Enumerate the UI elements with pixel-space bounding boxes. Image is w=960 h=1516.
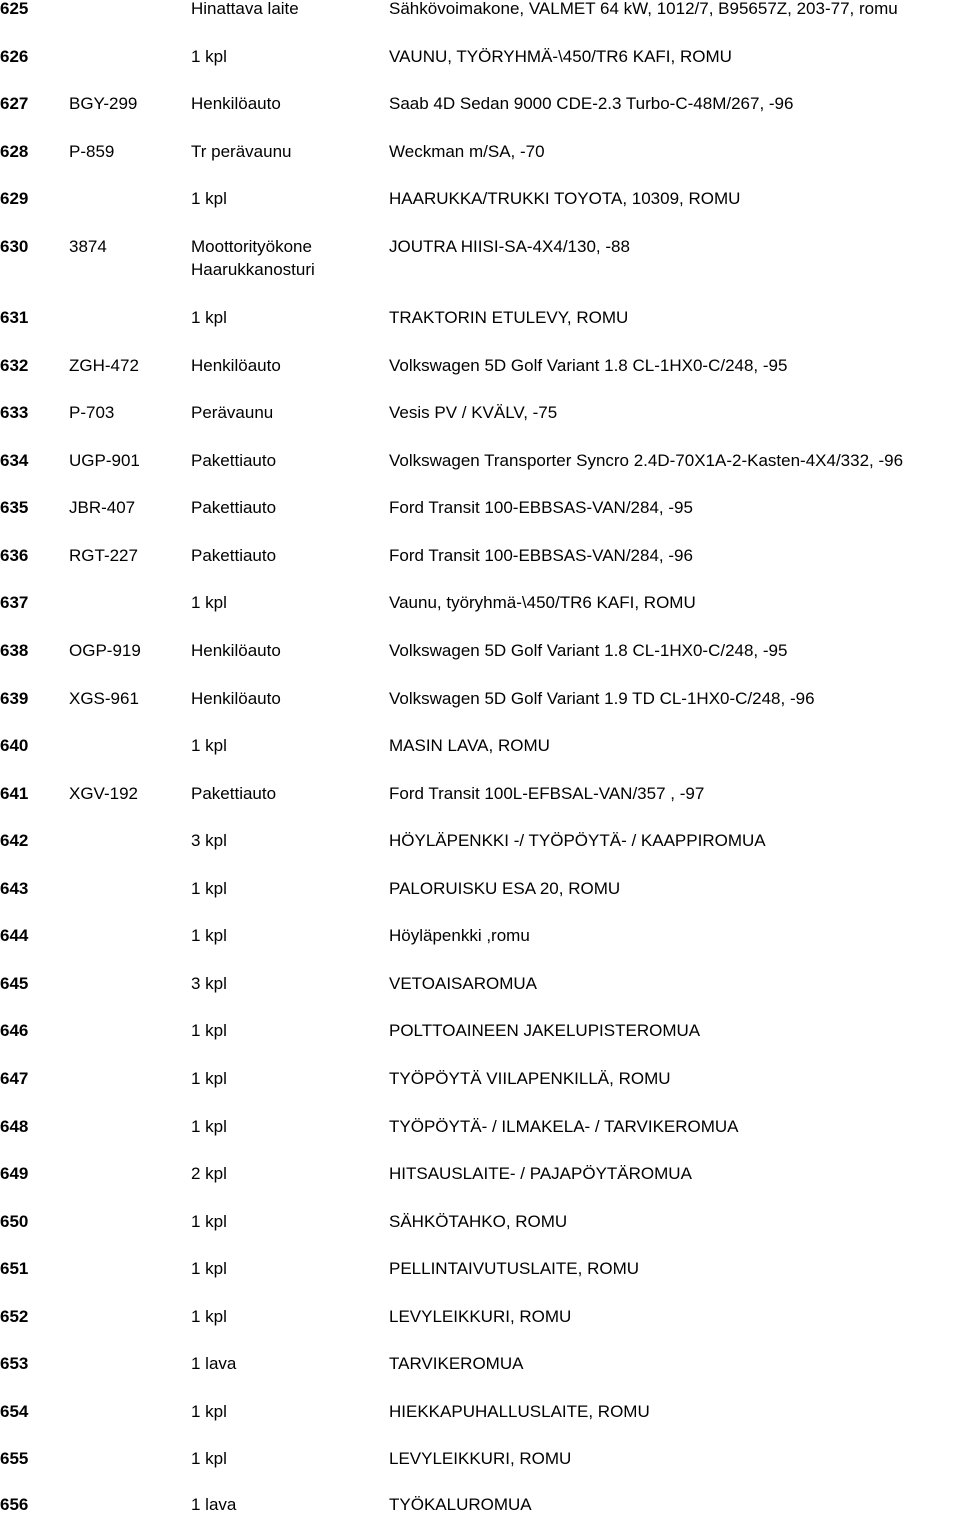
item-number: 633 [0,403,29,422]
item-description: Ford Transit 100-EBBSAS-VAN/284, -95 [389,498,693,517]
item-description: Vaunu, työryhmä-\450/TR6 KAFI, ROMU [389,593,696,612]
registration: OGP-919 [69,641,141,660]
item-number: 629 [0,189,29,208]
registration: RGT-227 [69,546,138,565]
item-type: 1 kpl [191,1212,227,1231]
item-number: 632 [0,356,29,375]
item-type [191,235,315,281]
item-number: 643 [0,879,29,898]
item-description: HIEKKAPUHALLUSLAITE, ROMU [389,1402,650,1421]
item-type: Tr perävaunu [191,142,292,161]
item-type: 1 kpl [191,308,227,327]
item-number: 626 [0,47,29,66]
item-description: TYÖPÖYTÄ VIILAPENKILLÄ, ROMU [389,1069,671,1088]
item-description: PALORUISKU ESA 20, ROMU [389,879,621,898]
item-description: MASIN LAVA, ROMU [389,736,550,755]
item-type: 1 lava [191,1495,237,1514]
item-description: HITSAUSLAITE- / PAJAPÖYTÄROMUA [389,1164,692,1183]
item-type: 1 kpl [191,1402,227,1421]
item-description: PELLINTAIVUTUSLAITE, ROMU [389,1259,640,1278]
item-description: LEVYLEIKKURI, ROMU [389,1449,572,1468]
item-description: JOUTRA HIISI-SA-4X4/130, -88 [389,237,630,256]
item-description: Sähkövoimakone, VALMET 64 kW, 1012/7, B95657Z, 203-77, romu [389,0,898,18]
item-number: 652 [0,1307,29,1326]
item-number: 637 [0,593,29,612]
item-number: 640 [0,736,29,755]
item-type: 1 kpl [191,1449,227,1468]
item-description: Volkswagen Transporter Syncro 2.4D-70X1A-2-Kasten-4X4/332, -96 [389,451,904,470]
item-type: Hinattava laite [191,0,299,18]
item-type: 1 kpl [191,47,227,66]
item-description: TARVIKEROMUA [389,1354,524,1373]
item-description: SÄHKÖTAHKO, ROMU [389,1212,568,1231]
item-number: 651 [0,1259,29,1278]
item-description: Saab 4D Sedan 9000 CDE-2.3 Turbo-C-48M/267, -96 [389,94,794,113]
item-type: 1 kpl [191,1117,227,1136]
item-type: 1 lava [191,1354,237,1373]
item-number: 636 [0,546,29,565]
item-type: 3 kpl [191,974,227,993]
item-description: TRAKTORIN ETULEVY, ROMU [389,308,629,327]
item-number: 654 [0,1402,29,1421]
item-type: Pakettiauto [191,498,277,517]
item-number: 650 [0,1212,29,1231]
item-type: 1 kpl [191,189,227,208]
registration: JBR-407 [69,498,136,517]
registration: P-703 [69,403,115,422]
item-number: 647 [0,1069,29,1088]
item-description: Volkswagen 5D Golf Variant 1.8 CL-1HX0-C/248, -95 [389,641,788,660]
item-number: 638 [0,641,29,660]
registration: ZGH-472 [69,356,139,375]
item-number: 635 [0,498,29,517]
item-description: Ford Transit 100-EBBSAS-VAN/284, -96 [389,546,693,565]
registration: XGV-192 [69,784,138,803]
item-number: 656 [0,1495,29,1514]
item-description: VETOAISAROMUA [389,974,537,993]
item-type: Henkilöauto [191,94,281,113]
item-number: 648 [0,1117,29,1136]
item-type: 1 kpl [191,1259,227,1278]
item-description: HÖYLÄPENKKI -/ TYÖPÖYTÄ- / KAAPPIROMUA [389,831,766,850]
item-number: 645 [0,974,29,993]
item-description: VAUNU, TYÖRYHMÄ-\450/TR6 KAFI, ROMU [389,47,732,66]
item-number: 628 [0,142,29,161]
item-description: HAARUKKA/TRUKKI TOYOTA, 10309, ROMU [389,189,741,208]
item-description: TYÖKALUROMUA [389,1495,532,1514]
item-type: 1 kpl [191,1021,227,1040]
registration: UGP-901 [69,451,140,470]
item-number: 625 [0,0,29,18]
item-description: Höyläpenkki ,romu [389,926,530,945]
item-description: TYÖPÖYTÄ- / ILMAKELA- / TARVIKEROMUA [389,1117,739,1136]
item-type: Pakettiauto [191,784,277,803]
item-type: 1 kpl [191,736,227,755]
item-type: 3 kpl [191,831,227,850]
item-number: 644 [0,926,29,945]
item-type: 1 kpl [191,879,227,898]
item-number: 653 [0,1354,29,1373]
item-type: Henkilöauto [191,689,281,708]
item-type: Pakettiauto [191,451,277,470]
item-number: 630 [0,237,29,256]
item-type: 1 kpl [191,926,227,945]
item-description: Volkswagen 5D Golf Variant 1.9 TD CL-1HX0-C/248, -96 [389,689,815,708]
item-description: Weckman m/SA, -70 [389,142,545,161]
item-type-line-2: Haarukkanosturi [191,260,315,279]
registration: P-859 [69,142,115,161]
item-description: Ford Transit 100L-EFBSAL-VAN/357 , -97 [389,784,705,803]
item-description: POLTTOAINEEN JAKELUPISTEROMUA [389,1021,701,1040]
registration: XGS-961 [69,689,139,708]
item-type: 2 kpl [191,1164,227,1183]
registration: 3874 [69,237,107,256]
item-type: Perävaunu [191,403,274,422]
item-type: Henkilöauto [191,356,281,375]
item-number: 646 [0,1021,29,1040]
item-type: Pakettiauto [191,546,277,565]
item-number: 641 [0,784,29,803]
item-type: 1 kpl [191,593,227,612]
item-number: 655 [0,1449,29,1468]
item-type: Henkilöauto [191,641,281,660]
item-description: LEVYLEIKKURI, ROMU [389,1307,572,1326]
item-number: 642 [0,831,29,850]
item-description: Volkswagen 5D Golf Variant 1.8 CL-1HX0-C/248, -95 [389,356,788,375]
item-number: 631 [0,308,29,327]
item-number: 639 [0,689,29,708]
registration: BGY-299 [69,94,138,113]
item-description: Vesis PV / KVÄLV, -75 [389,403,558,422]
item-type-line-1: Moottorityökone [191,237,312,256]
item-number: 649 [0,1164,29,1183]
item-number: 627 [0,94,29,113]
item-type: 1 kpl [191,1069,227,1088]
item-type: 1 kpl [191,1307,227,1326]
item-number: 634 [0,451,29,470]
